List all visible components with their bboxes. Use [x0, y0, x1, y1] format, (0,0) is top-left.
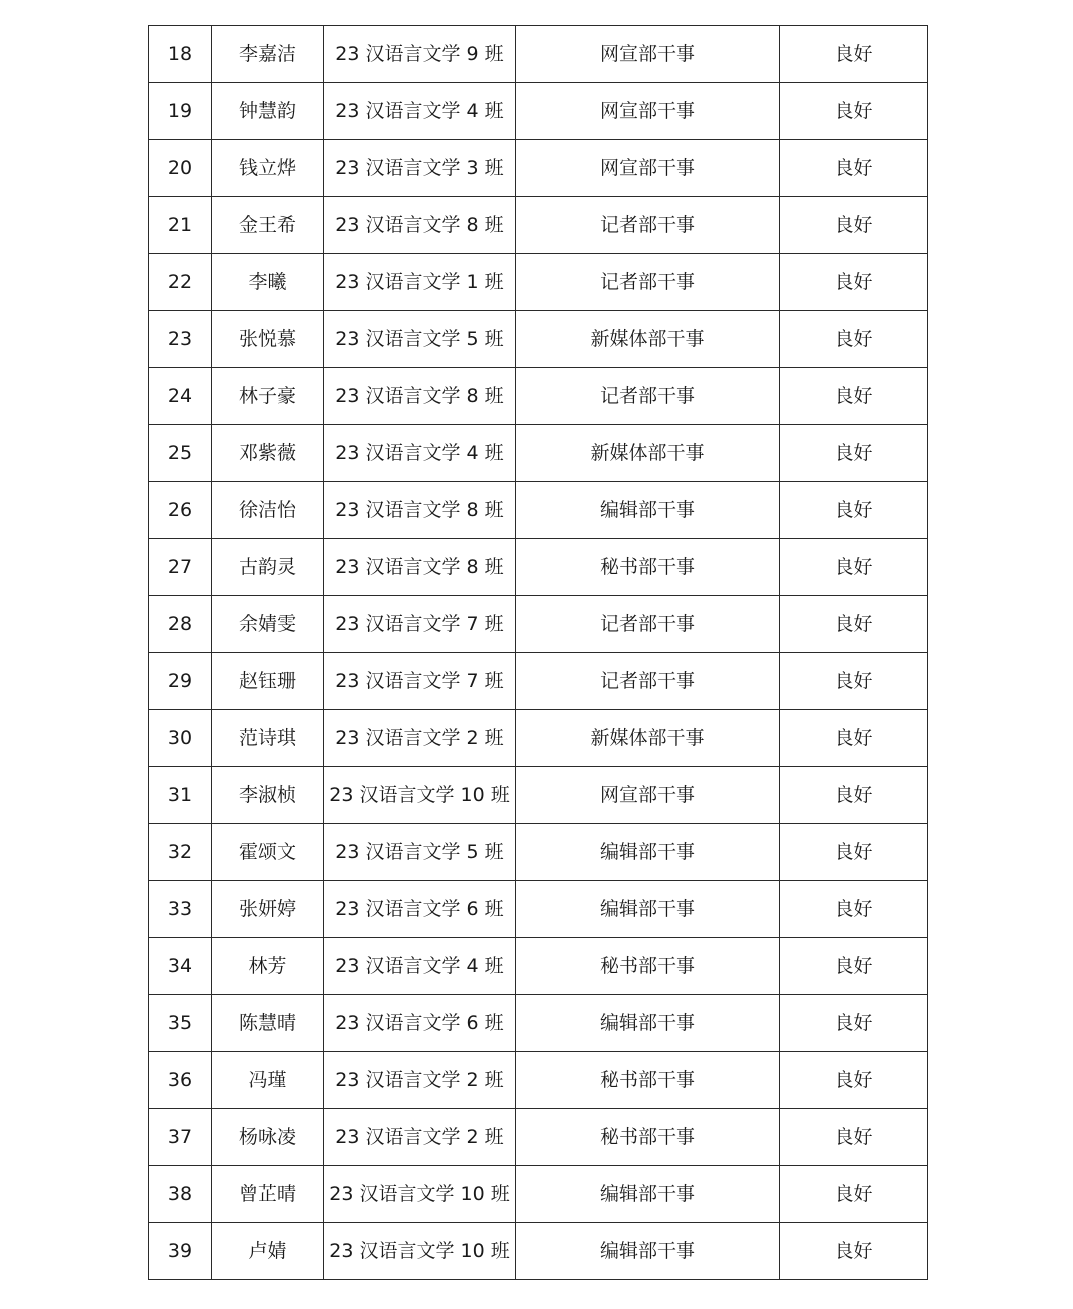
table-row: [149, 140, 928, 197]
position-cell: 网宣部干事: [516, 83, 780, 140]
rating-cell: 良好: [780, 311, 928, 368]
rating-cell: 良好: [780, 824, 928, 881]
rating-cell: 良好: [780, 1223, 928, 1280]
table-row: [149, 1166, 928, 1223]
student-name-cell: 李曦: [212, 254, 324, 311]
class-cell: 23 汉语言文学 10 班: [324, 767, 516, 824]
table-row: [149, 1052, 928, 1109]
class-cell: 23 汉语言文学 8 班: [324, 482, 516, 539]
table-row: [149, 26, 928, 83]
row-number-cell: 25: [149, 425, 212, 482]
row-number-cell: 26: [149, 482, 212, 539]
student-name-cell: 范诗琪: [212, 710, 324, 767]
table-row: [149, 1109, 928, 1166]
table-row: [149, 881, 928, 938]
rating-cell: 良好: [780, 482, 928, 539]
table-row: [149, 767, 928, 824]
table-row: [149, 539, 928, 596]
row-number-cell: 39: [149, 1223, 212, 1280]
table-row: [149, 311, 928, 368]
student-name-cell: 冯瑾: [212, 1052, 324, 1109]
class-cell: 23 汉语言文学 9 班: [324, 26, 516, 83]
student-name-cell: 霍颂文: [212, 824, 324, 881]
student-name-cell: 徐洁怡: [212, 482, 324, 539]
rating-cell: 良好: [780, 368, 928, 425]
row-number-cell: 31: [149, 767, 212, 824]
student-name-cell: 钟慧韵: [212, 83, 324, 140]
student-name-cell: 邓紫薇: [212, 425, 324, 482]
class-cell: 23 汉语言文学 7 班: [324, 596, 516, 653]
position-cell: 新媒体部干事: [516, 425, 780, 482]
class-cell: 23 汉语言文学 8 班: [324, 197, 516, 254]
position-cell: 编辑部干事: [516, 881, 780, 938]
roster-table-body: [149, 26, 928, 1280]
rating-cell: 良好: [780, 767, 928, 824]
roster-table: [148, 25, 928, 1280]
class-cell: 23 汉语言文学 7 班: [324, 653, 516, 710]
student-name-cell: 林子豪: [212, 368, 324, 425]
rating-cell: 良好: [780, 881, 928, 938]
position-cell: 新媒体部干事: [516, 710, 780, 767]
row-number-cell: 38: [149, 1166, 212, 1223]
position-cell: 秘书部干事: [516, 539, 780, 596]
row-number-cell: 30: [149, 710, 212, 767]
class-cell: 23 汉语言文学 6 班: [324, 995, 516, 1052]
rating-cell: 良好: [780, 26, 928, 83]
position-cell: 记者部干事: [516, 197, 780, 254]
rating-cell: 良好: [780, 1052, 928, 1109]
table-row: [149, 824, 928, 881]
rating-cell: 良好: [780, 140, 928, 197]
position-cell: 记者部干事: [516, 653, 780, 710]
table-row: [149, 254, 928, 311]
class-cell: 23 汉语言文学 8 班: [324, 368, 516, 425]
student-name-cell: 古韵灵: [212, 539, 324, 596]
table-row: [149, 368, 928, 425]
class-cell: 23 汉语言文学 1 班: [324, 254, 516, 311]
class-cell: 23 汉语言文学 10 班: [324, 1223, 516, 1280]
table-row: [149, 83, 928, 140]
rating-cell: 良好: [780, 710, 928, 767]
rating-cell: 良好: [780, 1166, 928, 1223]
table-row: [149, 653, 928, 710]
student-name-cell: 陈慧晴: [212, 995, 324, 1052]
class-cell: 23 汉语言文学 2 班: [324, 1052, 516, 1109]
student-name-cell: 卢婧: [212, 1223, 324, 1280]
student-name-cell: 张悦慕: [212, 311, 324, 368]
table-row: [149, 425, 928, 482]
student-name-cell: 曾芷晴: [212, 1166, 324, 1223]
table-row: [149, 710, 928, 767]
position-cell: 记者部干事: [516, 596, 780, 653]
row-number-cell: 37: [149, 1109, 212, 1166]
position-cell: 网宣部干事: [516, 767, 780, 824]
class-cell: 23 汉语言文学 6 班: [324, 881, 516, 938]
roster-sheet: [148, 25, 926, 1280]
class-cell: 23 汉语言文学 3 班: [324, 140, 516, 197]
position-cell: 网宣部干事: [516, 26, 780, 83]
position-cell: 编辑部干事: [516, 1166, 780, 1223]
rating-cell: 良好: [780, 1109, 928, 1166]
row-number-cell: 20: [149, 140, 212, 197]
table-row: [149, 197, 928, 254]
rating-cell: 良好: [780, 254, 928, 311]
row-number-cell: 34: [149, 938, 212, 995]
class-cell: 23 汉语言文学 2 班: [324, 1109, 516, 1166]
position-cell: 编辑部干事: [516, 1223, 780, 1280]
student-name-cell: 李淑桢: [212, 767, 324, 824]
row-number-cell: 36: [149, 1052, 212, 1109]
rating-cell: 良好: [780, 197, 928, 254]
class-cell: 23 汉语言文学 2 班: [324, 710, 516, 767]
rating-cell: 良好: [780, 425, 928, 482]
row-number-cell: 19: [149, 83, 212, 140]
row-number-cell: 32: [149, 824, 212, 881]
student-name-cell: 赵钰珊: [212, 653, 324, 710]
class-cell: 23 汉语言文学 10 班: [324, 1166, 516, 1223]
student-name-cell: 余婧雯: [212, 596, 324, 653]
row-number-cell: 18: [149, 26, 212, 83]
position-cell: 秘书部干事: [516, 1109, 780, 1166]
row-number-cell: 28: [149, 596, 212, 653]
row-number-cell: 29: [149, 653, 212, 710]
class-cell: 23 汉语言文学 5 班: [324, 824, 516, 881]
row-number-cell: 21: [149, 197, 212, 254]
student-name-cell: 林芳: [212, 938, 324, 995]
student-name-cell: 李嘉洁: [212, 26, 324, 83]
student-name-cell: 金王希: [212, 197, 324, 254]
row-number-cell: 23: [149, 311, 212, 368]
row-number-cell: 33: [149, 881, 212, 938]
rating-cell: 良好: [780, 596, 928, 653]
row-number-cell: 27: [149, 539, 212, 596]
student-name-cell: 钱立烨: [212, 140, 324, 197]
class-cell: 23 汉语言文学 5 班: [324, 311, 516, 368]
class-cell: 23 汉语言文学 4 班: [324, 83, 516, 140]
table-row: [149, 995, 928, 1052]
row-number-cell: 35: [149, 995, 212, 1052]
position-cell: 编辑部干事: [516, 824, 780, 881]
class-cell: 23 汉语言文学 4 班: [324, 938, 516, 995]
table-row: [149, 938, 928, 995]
table-row: [149, 596, 928, 653]
row-number-cell: 24: [149, 368, 212, 425]
position-cell: 记者部干事: [516, 254, 780, 311]
student-name-cell: 杨咏凌: [212, 1109, 324, 1166]
position-cell: 秘书部干事: [516, 1052, 780, 1109]
table-row: [149, 482, 928, 539]
rating-cell: 良好: [780, 995, 928, 1052]
rating-cell: 良好: [780, 938, 928, 995]
class-cell: 23 汉语言文学 8 班: [324, 539, 516, 596]
position-cell: 编辑部干事: [516, 482, 780, 539]
position-cell: 编辑部干事: [516, 995, 780, 1052]
row-number-cell: 22: [149, 254, 212, 311]
class-cell: 23 汉语言文学 4 班: [324, 425, 516, 482]
rating-cell: 良好: [780, 539, 928, 596]
position-cell: 秘书部干事: [516, 938, 780, 995]
position-cell: 记者部干事: [516, 368, 780, 425]
rating-cell: 良好: [780, 83, 928, 140]
rating-cell: 良好: [780, 653, 928, 710]
student-name-cell: 张妍婷: [212, 881, 324, 938]
position-cell: 新媒体部干事: [516, 311, 780, 368]
table-row: [149, 1223, 928, 1280]
position-cell: 网宣部干事: [516, 140, 780, 197]
